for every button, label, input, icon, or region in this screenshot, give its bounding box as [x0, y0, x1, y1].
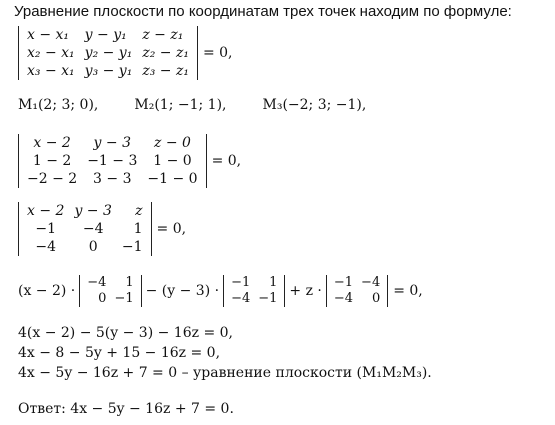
- expansion-equals: = 0,: [393, 283, 423, 299]
- step-line: 4x − 8 − 5y + 15 − 16z = 0,: [18, 345, 221, 361]
- det2-cell: y − 3: [93, 135, 131, 151]
- det3-cell: 0: [88, 239, 98, 255]
- det2-equals: = 0,: [211, 153, 242, 169]
- det3-cell: z: [135, 203, 143, 219]
- plane-formula: [18, 26, 233, 80]
- determinant-substituted: [18, 134, 207, 188]
- determinant-general: [18, 26, 198, 80]
- det2-cell: x − 2: [33, 135, 71, 151]
- det2-cell: −1 − 0: [147, 171, 198, 187]
- det1-cell: z − z₁: [142, 27, 184, 43]
- minor2-cell: 1: [269, 275, 278, 290]
- det3-cell: −4: [35, 239, 57, 255]
- det3-cell: x − 2: [27, 203, 65, 219]
- point-m1: M₁(2; 3; 0),: [18, 97, 99, 113]
- minor1-cell: 0: [98, 291, 107, 306]
- points-line: [18, 97, 366, 113]
- minor-2: [223, 275, 285, 307]
- det3-cell: −4: [82, 221, 104, 237]
- expansion-term3: + z ·: [289, 283, 322, 299]
- det1-cell: x − x₁: [27, 27, 70, 43]
- minor-3: [326, 275, 388, 307]
- det2-cell: 3 − 3: [93, 171, 132, 187]
- det2-cell: −1 − 3: [87, 153, 138, 169]
- minor3-cell: −4: [333, 291, 354, 306]
- answer-line: Ответ: 4x − 5y − 16z + 7 = 0.: [18, 401, 234, 417]
- det3-cell: 1: [133, 221, 143, 237]
- det2-cell: 1 − 0: [153, 153, 192, 169]
- step-line: 4x − 5y − 16z + 7 = 0 – уравнение плоскости (M₁M₂M₃).: [18, 365, 432, 381]
- det3-cell: −1: [121, 239, 143, 255]
- minor3-cell: 0: [371, 291, 381, 306]
- det1-cell: y − y₁: [84, 27, 127, 43]
- det1-cell: y₃ − y₁: [84, 63, 133, 79]
- det3-cell: y − 3: [74, 203, 112, 219]
- det1-cell: x₂ − x₁: [27, 45, 75, 61]
- intro-text: Уравнение плоскости по координатам трех точек находим по формуле:: [14, 3, 512, 20]
- minor2-cell: −4: [231, 291, 251, 306]
- step-line: 4(x − 2) − 5(y − 3) − 16z = 0,: [18, 325, 233, 341]
- expansion-term2: − (y − 3) ·: [145, 283, 220, 299]
- cofactor-expansion: [18, 275, 423, 307]
- det2-cell: 1 − 2: [32, 153, 72, 169]
- determinant-simplified: [18, 202, 152, 256]
- det3-cell: −1: [35, 221, 57, 237]
- det1-cell: z₃ − z₁: [142, 63, 189, 79]
- minor3-cell: −1: [333, 275, 354, 290]
- det1-cell: x₃ − x₁: [27, 63, 75, 79]
- det1-cell: y₂ − y₁: [84, 45, 133, 61]
- point-m2: M₂(1; −1; 1),: [134, 97, 227, 113]
- expansion-term1: (x − 2) ·: [18, 283, 76, 299]
- det3-equals: = 0,: [156, 221, 187, 237]
- det1-equals: = 0,: [202, 45, 233, 61]
- simplified-determinant: [18, 202, 186, 256]
- det2-cell: z − 0: [154, 135, 191, 151]
- minor1-cell: −4: [87, 275, 107, 290]
- det1-cell: z₂ − z₁: [142, 45, 189, 61]
- point-m3: M₃(−2; 3; −1),: [262, 97, 367, 113]
- minor1-cell: −1: [114, 291, 134, 306]
- minor3-cell: −4: [361, 275, 381, 290]
- substituted-determinant: [18, 134, 241, 188]
- minor1-cell: 1: [125, 275, 134, 290]
- det2-cell: −2 − 2: [27, 171, 78, 187]
- minor2-cell: −1: [258, 291, 278, 306]
- minor2-cell: −1: [231, 275, 251, 290]
- minor-1: [79, 275, 141, 307]
